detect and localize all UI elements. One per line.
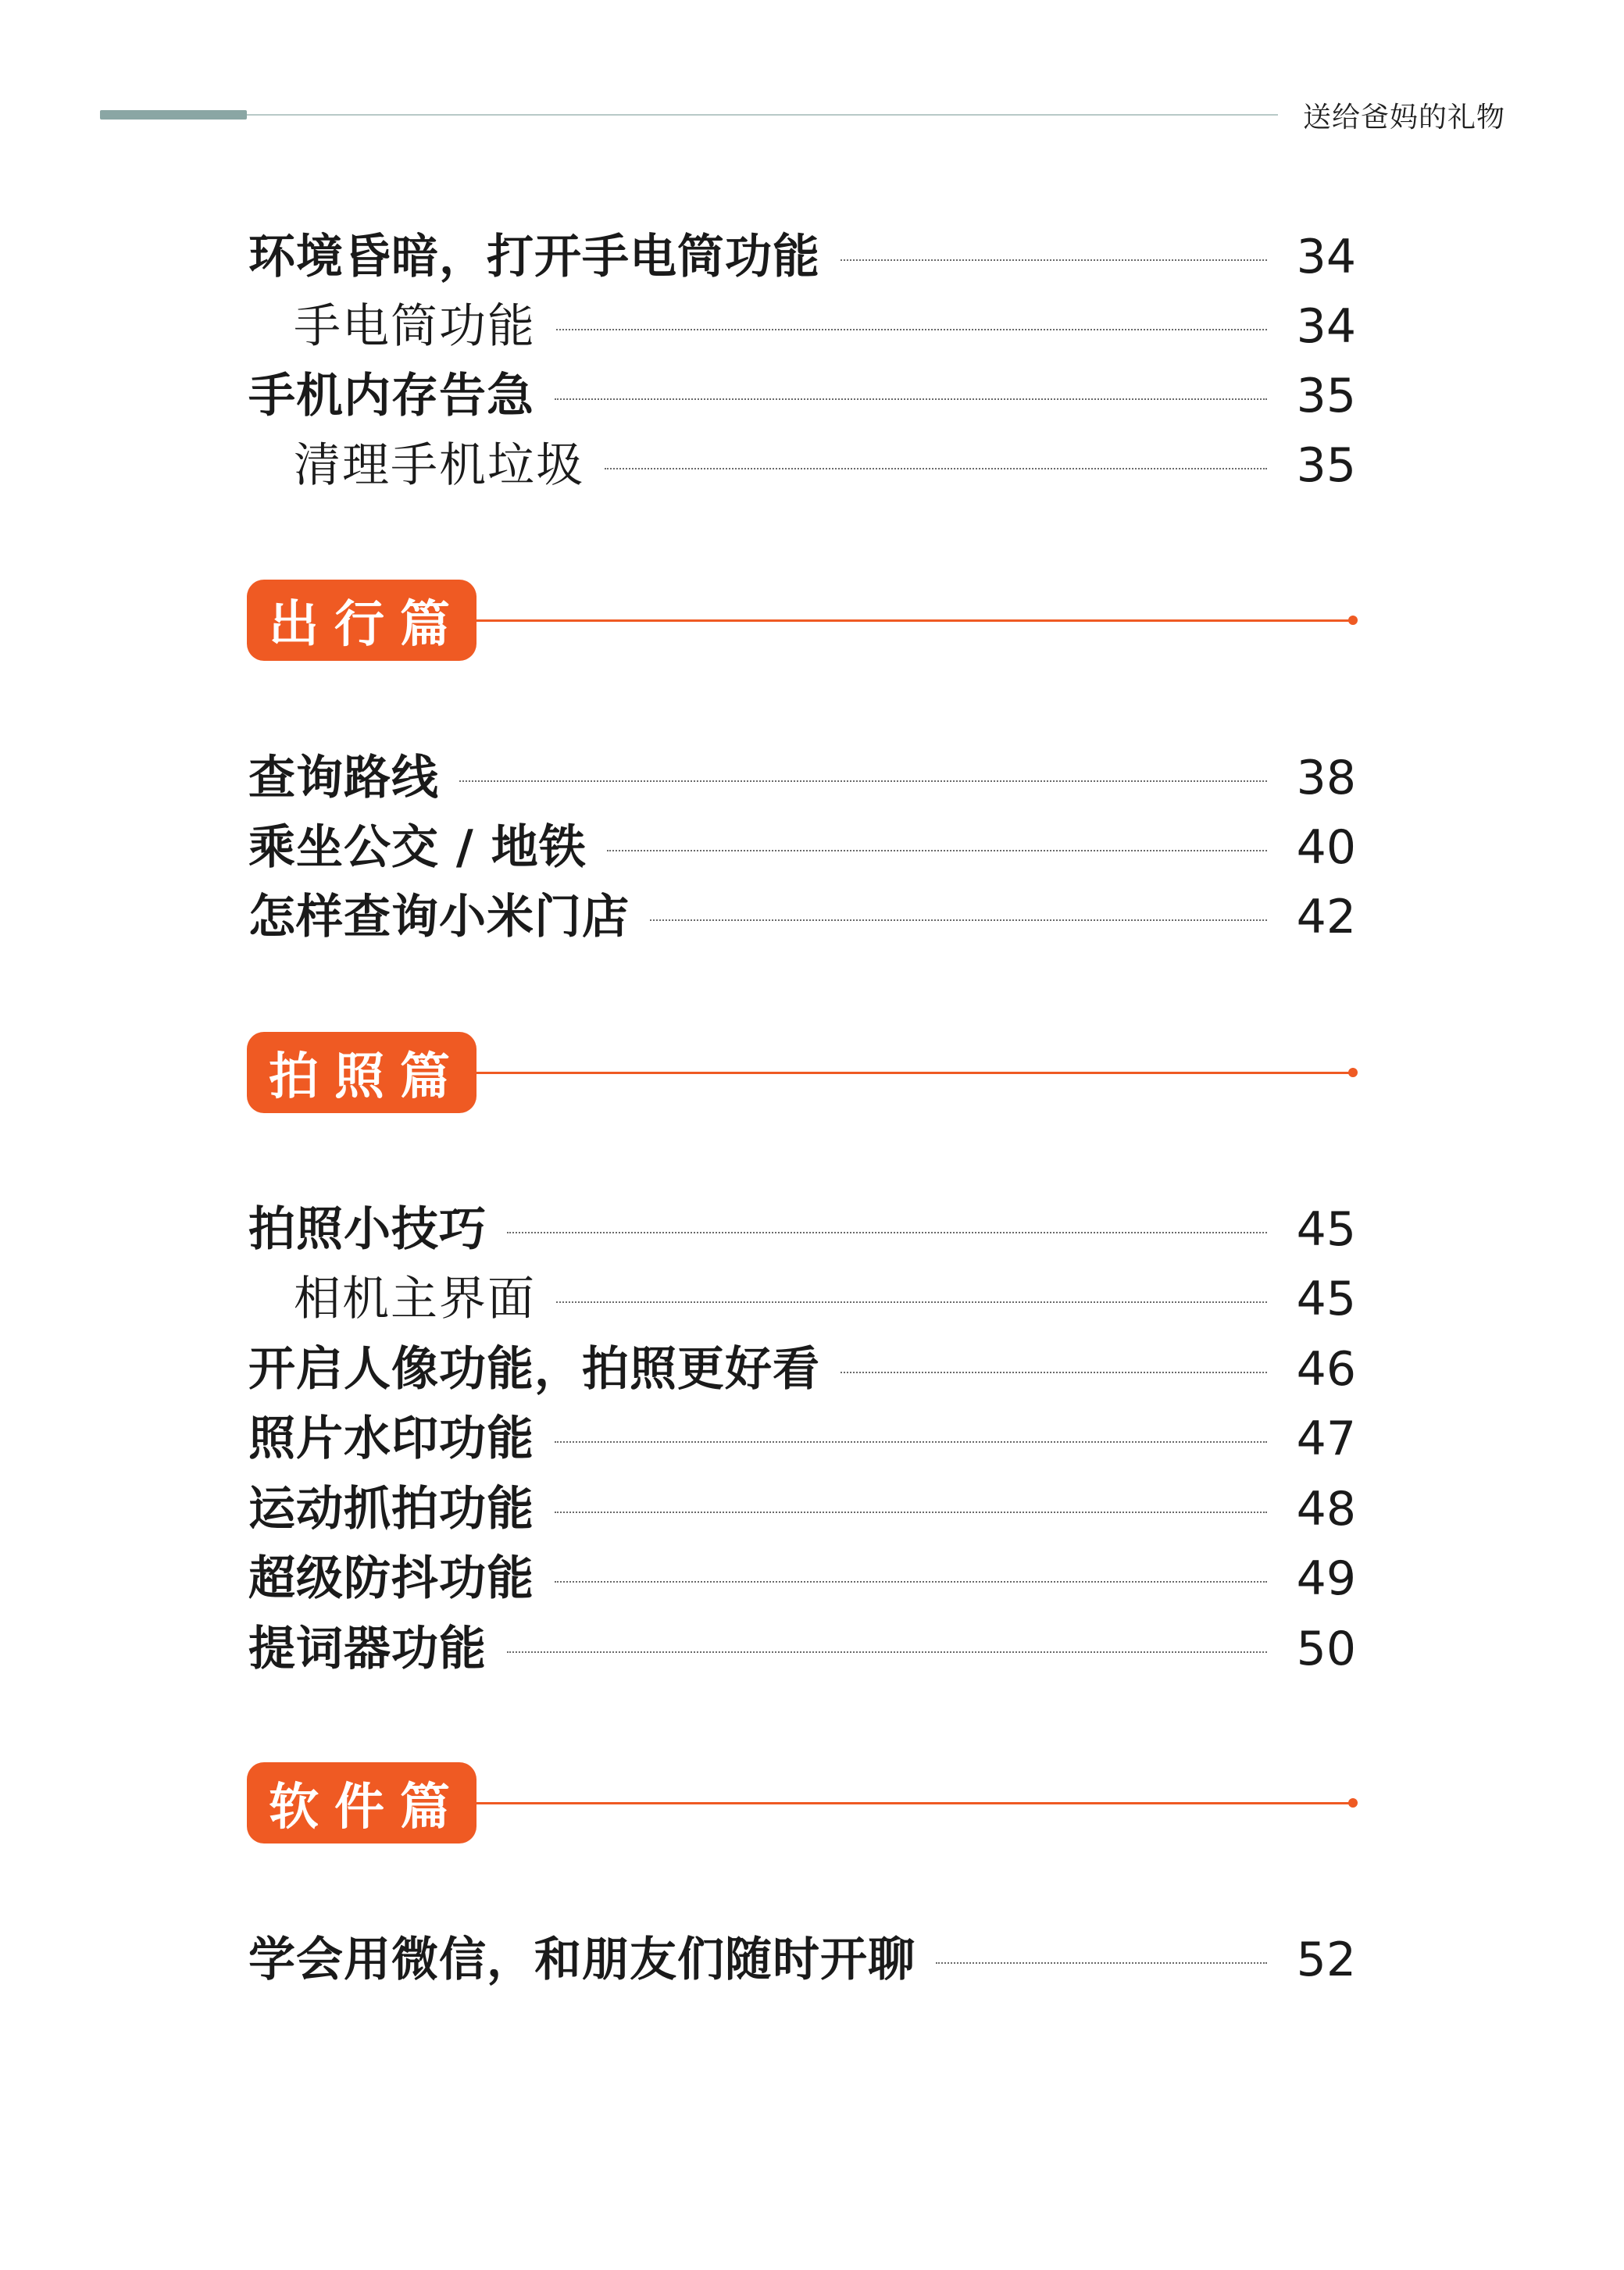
toc-entry-title: 开启人像功能，拍照更好看	[248, 1342, 820, 1397]
toc-entry[interactable]	[248, 1198, 1356, 1261]
toc-entry-title: 提词器功能	[248, 1622, 487, 1676]
toc-entry-page: 42	[1296, 890, 1356, 944]
toc-entry[interactable]	[248, 1338, 1356, 1401]
toc-subentry[interactable]	[294, 434, 1356, 497]
dot-leader	[650, 919, 1267, 921]
toc-entry-title: 乘坐公交 / 地铁	[248, 820, 587, 875]
toc-entry-page: 49	[1296, 1551, 1356, 1606]
dot-leader	[555, 1512, 1267, 1513]
toc-entry-title: 查询路线	[248, 751, 439, 805]
dot-leader	[607, 850, 1267, 851]
dot-leader	[841, 1372, 1267, 1373]
book-title: 送给爸妈的礼物	[1303, 102, 1506, 134]
section-rule-end-dot	[1348, 1068, 1358, 1077]
dot-leader	[555, 1581, 1267, 1583]
header-accent-bar	[100, 110, 247, 120]
toc-entry[interactable]	[248, 1408, 1356, 1470]
toc-entry[interactable]	[248, 1618, 1356, 1680]
toc-entry-title: 运动抓拍功能	[248, 1482, 534, 1537]
toc-entry-page: 38	[1296, 751, 1356, 805]
toc-entry-page: 35	[1296, 369, 1356, 423]
toc-entry-page: 45	[1296, 1272, 1356, 1326]
header-rule	[247, 114, 1278, 116]
toc-entry-title: 学会用微信，和朋友们随时开聊	[248, 1933, 916, 1987]
dot-leader	[556, 329, 1267, 330]
toc-entry-title: 环境昏暗，打开手电筒功能	[248, 230, 820, 284]
dot-leader	[555, 1441, 1267, 1443]
toc-entry-page: 50	[1296, 1622, 1356, 1676]
dot-leader	[605, 468, 1267, 469]
section-rule-end-dot	[1348, 1798, 1358, 1808]
toc-entry[interactable]	[248, 747, 1356, 809]
section-header-software	[247, 1762, 1364, 1843]
dot-leader	[555, 398, 1267, 400]
section-rule-end-dot	[1348, 616, 1358, 625]
toc-entry[interactable]	[248, 1478, 1356, 1540]
toc-entry[interactable]	[248, 226, 1356, 288]
toc-entry-page: 46	[1296, 1342, 1356, 1397]
dot-leader	[507, 1651, 1267, 1653]
dot-leader	[936, 1962, 1267, 1964]
toc-entry[interactable]	[248, 1929, 1356, 1991]
toc-subentry[interactable]	[294, 295, 1356, 358]
dot-leader	[459, 780, 1267, 782]
toc-entry[interactable]	[248, 365, 1356, 427]
dot-leader	[841, 259, 1267, 261]
toc-entry-page: 48	[1296, 1482, 1356, 1537]
section-badge: 软件篇	[247, 1762, 476, 1843]
toc-entry-page: 45	[1296, 1202, 1356, 1257]
section-badge: 拍照篇	[247, 1032, 476, 1113]
toc-entry-title: 拍照小技巧	[248, 1202, 487, 1257]
toc-entry[interactable]	[248, 816, 1356, 879]
dot-leader	[556, 1301, 1267, 1303]
toc-entry-title: 相机主界面	[294, 1272, 536, 1326]
toc-entry-page: 47	[1296, 1412, 1356, 1466]
toc-entry-page: 34	[1296, 299, 1356, 354]
toc-entry-title: 手机内存告急	[248, 369, 534, 423]
toc-entry-page: 52	[1296, 1933, 1356, 1987]
section-rule	[476, 619, 1351, 622]
section-rule	[476, 1802, 1351, 1804]
toc-entry-title: 清理手机垃圾	[294, 438, 584, 493]
toc-entry-title: 超级防抖功能	[248, 1551, 534, 1606]
section-header-travel	[247, 580, 1364, 661]
section-badge: 出行篇	[247, 580, 476, 661]
toc-subentry[interactable]	[294, 1268, 1356, 1330]
section-rule	[476, 1072, 1351, 1074]
toc-entry-page: 35	[1296, 438, 1356, 493]
toc-entry-page: 40	[1296, 820, 1356, 875]
toc-entry[interactable]	[248, 886, 1356, 948]
dot-leader	[507, 1232, 1267, 1233]
section-header-photo	[247, 1032, 1364, 1113]
toc-entry-title: 照片水印功能	[248, 1412, 534, 1466]
toc-entry[interactable]	[248, 1547, 1356, 1610]
toc-entry-title: 怎样查询小米门店	[248, 890, 630, 944]
toc-entry-title: 手电筒功能	[294, 299, 536, 354]
toc-entry-page: 34	[1296, 230, 1356, 284]
